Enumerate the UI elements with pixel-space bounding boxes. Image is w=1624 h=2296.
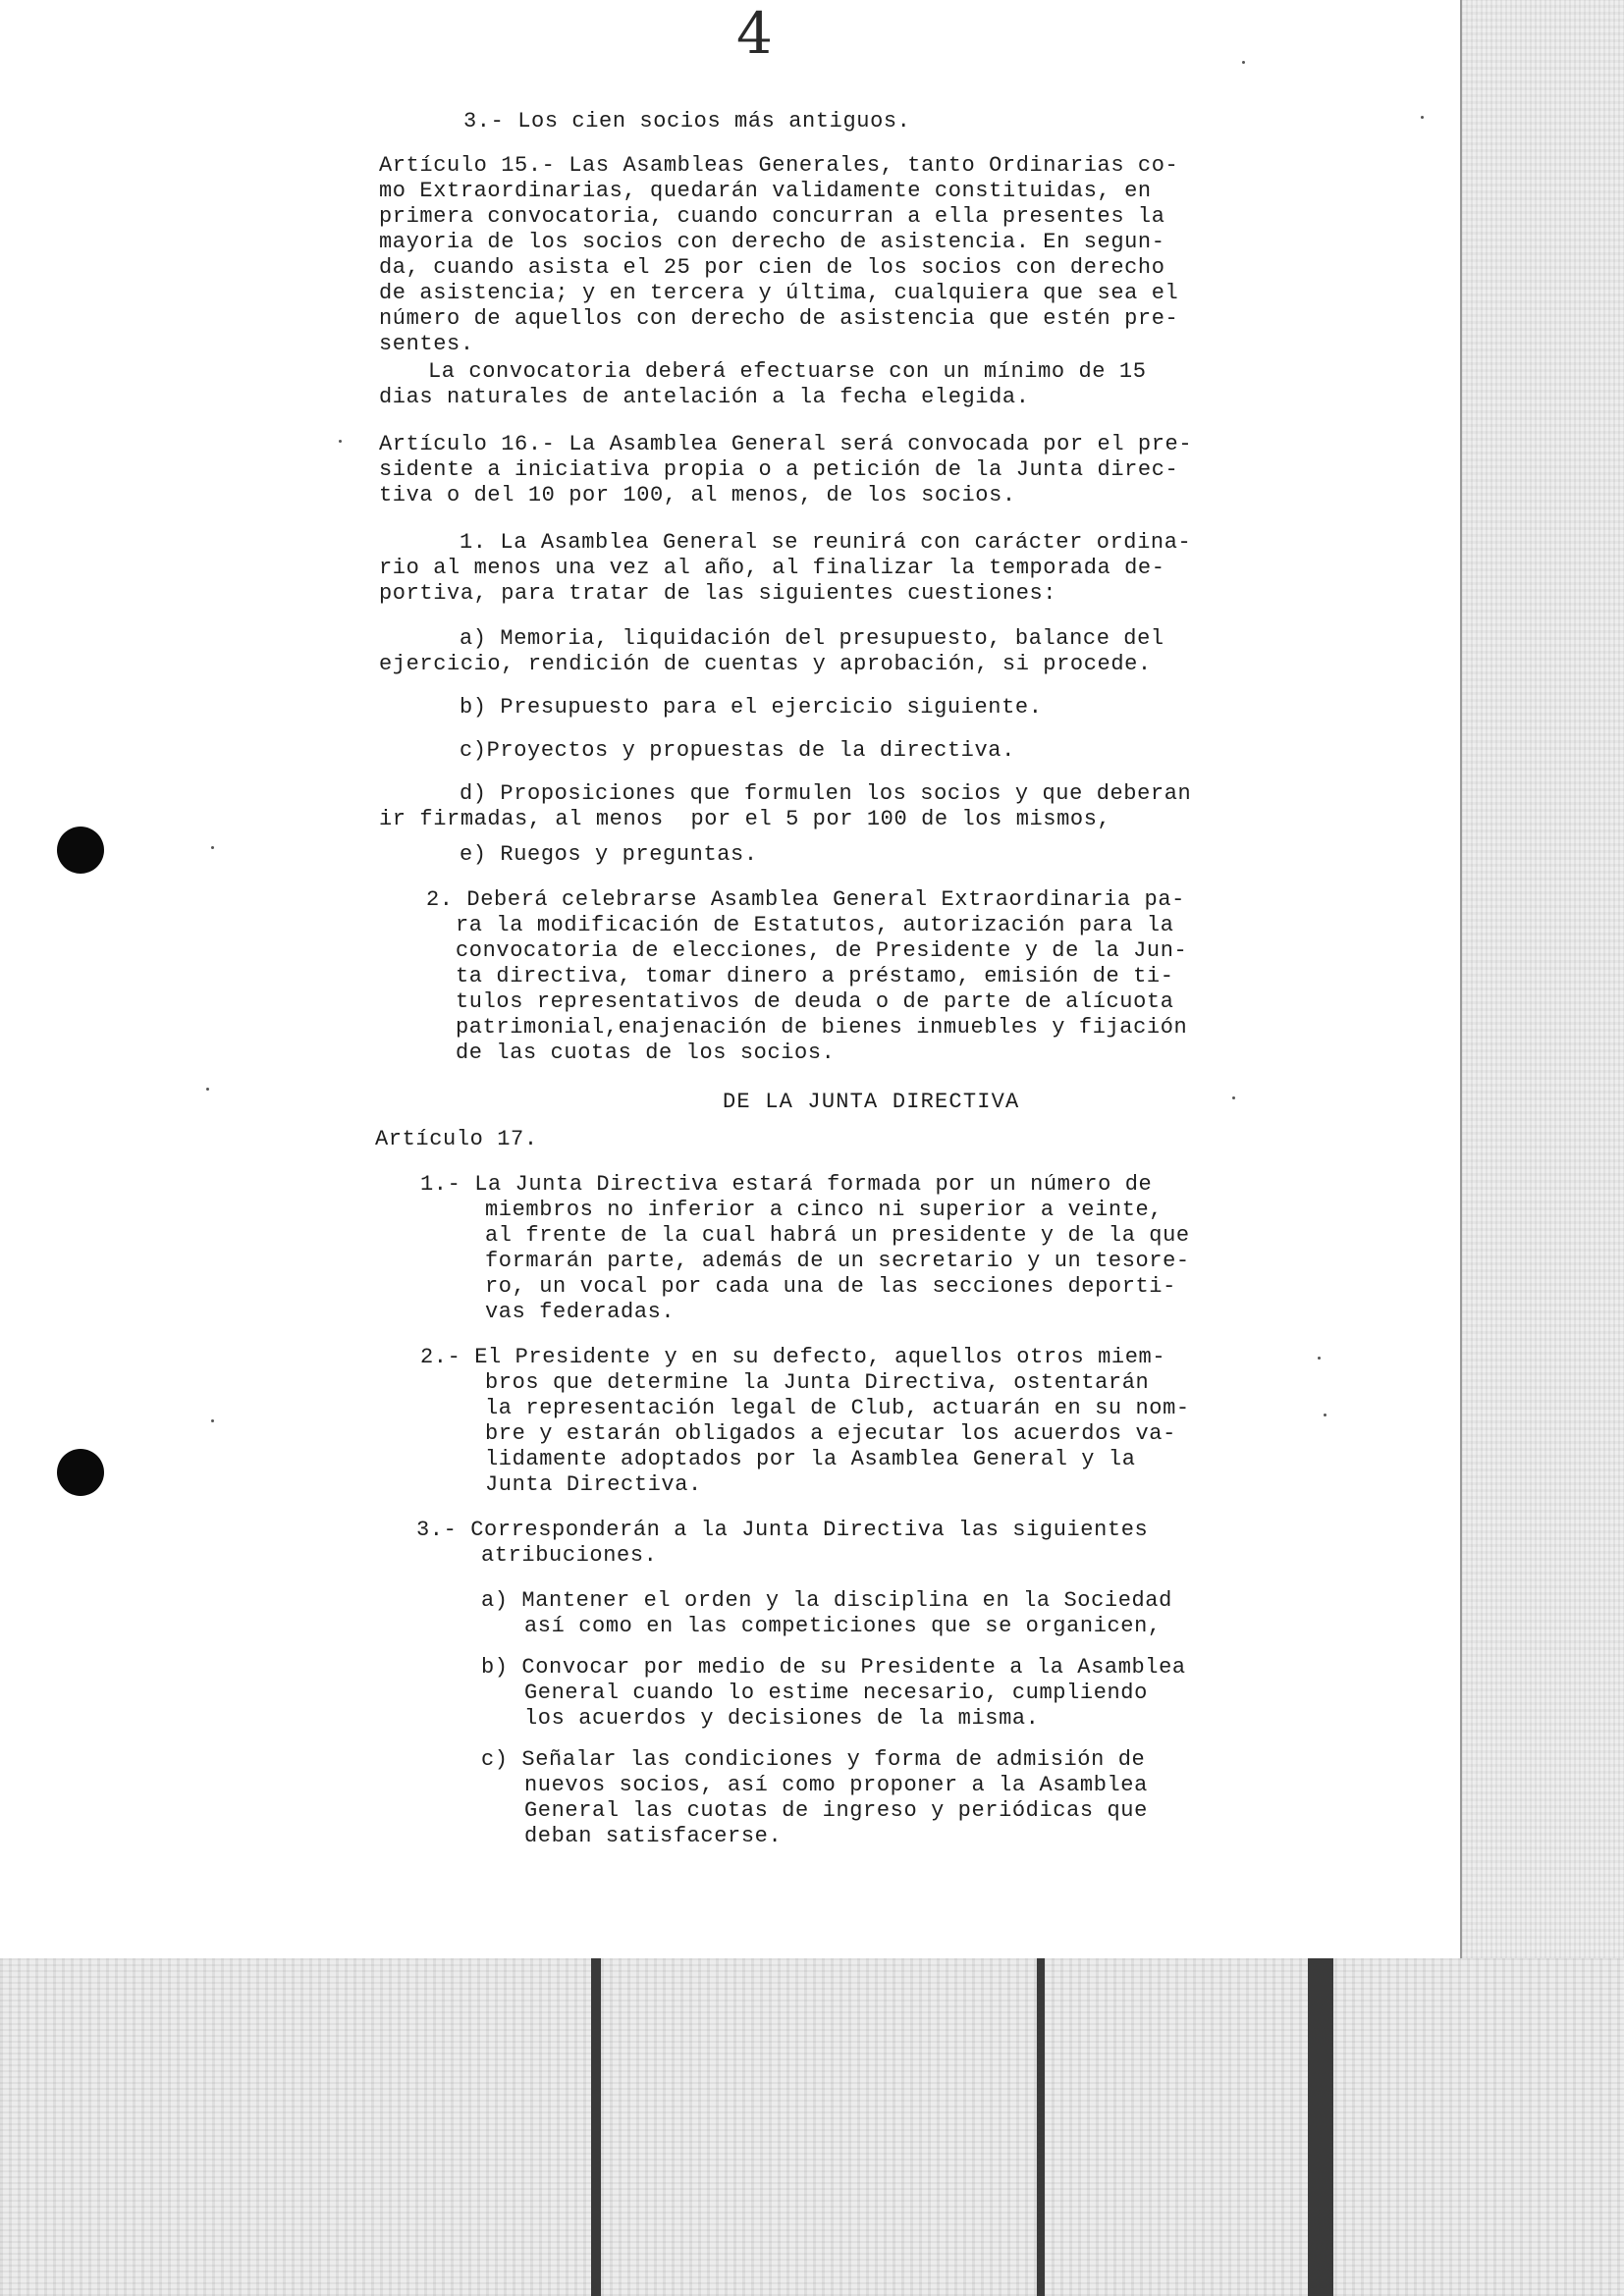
text-line: ta directiva, tomar dinero a préstamo, emisión de ti- <box>456 964 1174 988</box>
text-line: Junta Directiva. <box>485 1472 702 1497</box>
text-line: 1.- La Junta Directiva estará formada por un número de <box>420 1172 1153 1197</box>
text-line: General cuando lo estime necesario, cumpliendo <box>524 1681 1148 1705</box>
text-line: primera convocatoria, cuando concurran a ella presentes la <box>379 204 1165 229</box>
text-line: tiva o del 10 por 100, al menos, de los socios. <box>379 483 1016 507</box>
text-line: atribuciones. <box>481 1543 658 1568</box>
text-line: da, cuando asista el 25 por cien de los socios con derecho <box>379 255 1165 280</box>
text-line: La convocatoria deberá efectuarse con un mínimo de 15 <box>428 359 1147 384</box>
text-line: b) Convocar por medio de su Presidente a la Asamblea <box>481 1655 1186 1680</box>
section-heading: DE LA JUNTA DIRECTIVA <box>723 1090 1020 1114</box>
text-line: ra la modificación de Estatutos, autorización para la <box>456 913 1174 937</box>
text-line: deban satisfacerse. <box>524 1824 783 1848</box>
text-line: General las cuotas de ingreso y periódicas que <box>524 1798 1148 1823</box>
text-line: de asistencia; y en tercera y última, cualquiera que sea el <box>379 281 1179 305</box>
text-line: 1. La Asamblea General se reunirá con carácter ordina- <box>460 530 1192 555</box>
text-line: ejercicio, rendición de cuentas y aprobación, si procede. <box>379 652 1152 676</box>
text-line: patrimonial,enajenación de bienes inmuebles y fijación <box>456 1015 1188 1040</box>
text-line: e) Ruegos y preguntas. <box>460 842 758 867</box>
text-line: dias naturales de antelación a la fecha elegida. <box>379 385 1030 409</box>
text-line: mayoria de los socios con derecho de asistencia. En segun- <box>379 230 1165 254</box>
text-line: sentes. <box>379 332 474 356</box>
text-line: la representación legal de Club, actuarán en su nom- <box>485 1396 1190 1420</box>
text-line: c)Proyectos y propuestas de la directiva. <box>460 738 1015 763</box>
text-line: de las cuotas de los socios. <box>456 1041 836 1065</box>
text-line: número de aquellos con derecho de asistencia que estén pre- <box>379 306 1179 331</box>
text-line: d) Proposiciones que formulen los socios y que deberan <box>460 781 1192 806</box>
text-line: b) Presupuesto para el ejercicio siguiente. <box>460 695 1043 720</box>
text-line: vas federadas. <box>485 1300 676 1324</box>
text-line: así como en las competiciones que se organicen, <box>524 1614 1162 1638</box>
text-line: a) Memoria, liquidación del presupuesto, balance del <box>460 626 1164 651</box>
text-line: Artículo 16.- La Asamblea General será convocada por el pre- <box>379 432 1193 456</box>
text-line: tulos representativos de deuda o de parte de alícuota <box>456 989 1174 1014</box>
text-line: lidamente adoptados por la Asamblea General y la <box>485 1447 1136 1471</box>
text-line: formarán parte, además de un secretario y un tesore- <box>485 1249 1190 1273</box>
scan-stripe <box>591 1958 601 2296</box>
text-line: 2.- El Presidente y en su defecto, aquellos otros miem- <box>420 1345 1166 1369</box>
text-line: convocatoria de elecciones, de Presidente y de la Jun- <box>456 938 1188 963</box>
text-line: 2. Deberá celebrarse Asamblea General Extraordinaria pa- <box>426 887 1185 912</box>
text-line: bre y estarán obligados a ejecutar los acuerdos va- <box>485 1421 1176 1446</box>
text-line: Artículo 15.- Las Asambleas Generales, tanto Ordinarias co- <box>379 153 1179 178</box>
text-line: ir firmadas, al menos por el 5 por 100 de los mismos, <box>379 807 1111 831</box>
scan-band-bottom <box>0 1958 1624 2296</box>
text-line: 3.- Corresponderán a la Junta Directiva las siguientes <box>416 1518 1149 1542</box>
text-line: nuevos socios, así como proponer a la Asamblea <box>524 1773 1148 1797</box>
text-line: c) Señalar las condiciones y forma de admisión de <box>481 1747 1146 1772</box>
text-line: al frente de la cual habrá un presidente y de la que <box>485 1223 1190 1248</box>
text-line: ro, un vocal por cada una de las secciones deporti- <box>485 1274 1176 1299</box>
page-number: 4 <box>736 0 773 67</box>
text-line: bros que determine la Junta Directiva, ostentarán <box>485 1370 1150 1395</box>
scan-stripe <box>1037 1958 1045 2296</box>
text-line: sidente a iniciativa propia o a petición de la Junta direc- <box>379 457 1179 482</box>
text-line: miembros no inferior a cinco ni superior a veinte, <box>485 1198 1164 1222</box>
article-heading: Artículo 17. <box>375 1127 538 1151</box>
text-line: los acuerdos y decisiones de la misma. <box>524 1706 1040 1731</box>
text-line: rio al menos una vez al año, al finalizar la temporada de- <box>379 556 1165 580</box>
text-line: portiva, para tratar de las siguientes cuestiones: <box>379 581 1057 606</box>
text-line: 3.- Los cien socios más antiguos. <box>463 109 911 133</box>
text-line: a) Mantener el orden y la disciplina en la Sociedad <box>481 1588 1172 1613</box>
scan-stripe <box>1308 1958 1333 2296</box>
text-line: mo Extraordinarias, quedarán validamente constituidas, en <box>379 179 1152 203</box>
scan-margin-right <box>1461 0 1624 2296</box>
